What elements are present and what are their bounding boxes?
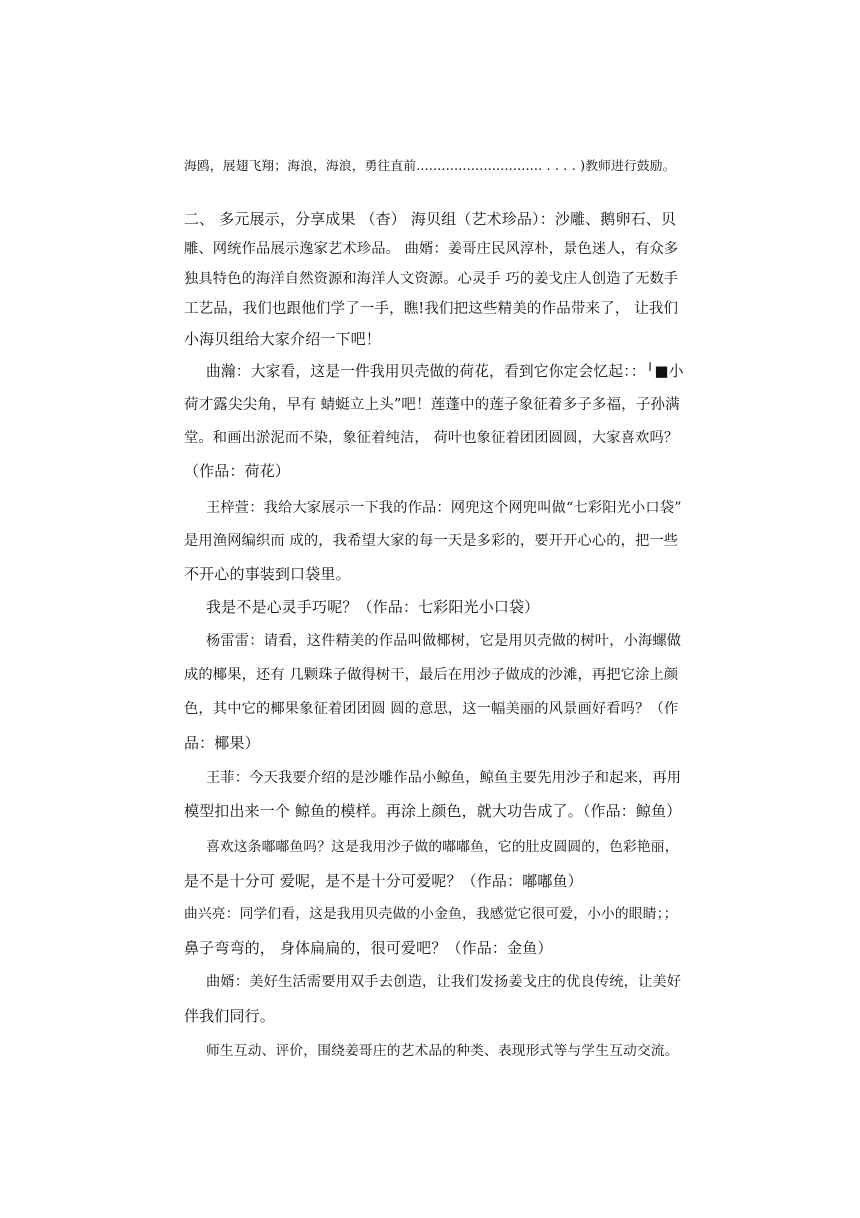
para-section-two-line-4: 工艺品，我们也跟他们学了一手，瞧!我们把这些精美的作品带来了， 让我们 [184, 301, 679, 317]
para-net-bag-line-1: 王梓萱：我给大家展示一下我的作品：网兜这个网兜叫做“七彩阳光小口袋” [206, 500, 682, 516]
para-closing-line-1: 曲婿：美好生活需要用双手去创造，让我们发扬姜戈庄的优良传统，让美好 [206, 974, 682, 990]
para-coconut-line-2: 成的椰果，还有 几颗珠子做得树干，最后在用沙子做成的沙滩，再把它涂上颜 [184, 667, 679, 683]
para-closing-line-2: 伴我们同行。 [184, 1007, 275, 1025]
para-goldfish-line-1: 曲兴亮：同学们看，这是我用贝壳做的小金鱼，我感觉它很可爱，小小的眼睛；； [184, 906, 678, 922]
para-section-two-line-5: 小海贝组给大家介绍一下吧！ [184, 330, 381, 348]
para-section-two-line-3: 独具特色的海洋自然资源和海洋人文资源。心灵手 巧的姜戈庄人创造了无数手 [184, 271, 679, 287]
para-coconut-line-4: 品：椰果） [184, 734, 260, 752]
para-net-bag-line-2: 是用渔网编织而 成的，我希望大家的每一天是多彩的，要开开心心的，把一些 [184, 533, 679, 549]
para-interaction-line-1: 师生互动、评价，围绕姜哥庄的艺术品的种类、表现形式等与学生互动交流。 [206, 1043, 679, 1059]
para-whale-line-2: 模型扣出来一个 鲸鱼的模样。再涂上颜色，就大功告成了。（作品：鲸鱼） [184, 802, 682, 820]
para-net-bag-line-3: 不开心的事装到口袋里。 [184, 565, 351, 583]
para-coconut-line-3: 色，其中它的椰果象征着团团圆 圆的意思，这一幅美丽的风景画好看吗？（作 [184, 701, 679, 717]
para-lotus-line-4: （作品：荷花） [184, 462, 291, 480]
para-whale-line-1: 王菲：今天我要介绍的是沙雕作品小鲸鱼，鲸鱼主要先用沙子和起来，再用 [206, 770, 682, 786]
para-lotus-line-1: 曲瀚：大家看，这是一件我用贝壳做的荷花，看到它你定会忆起：：╵■小 [206, 363, 684, 380]
para-dudu-fish-line-2: 是不是十分可 爱呢，是不是十分可爱呢？（作品：嘟嘟鱼） [184, 872, 583, 890]
para-net-bag-end-line-1: 我是不是心灵手巧呢？（作品：七彩阳光小口袋） [206, 598, 540, 616]
para-lotus-line-2: 荷才露尖尖角，早有 蜻蜓立上头”吧！莲蓬中的莲子象征着多子多福，子孙满 [184, 397, 680, 413]
para-encourage-line-1: 海鸥，展翅飞翔；海浪，海浪，勇往直前.............................. . . . . )教师进行鼓励。 [184, 159, 676, 174]
para-goldfish-line-2: 鼻子弯弯的， 身体扁扁的，很可爱吧？（作品：金鱼） [184, 939, 553, 957]
para-section-two-line-2: 雕、网统作品展示逸家艺术珍品。 曲婿：姜哥庄民风淳朴，景色迷人，有众多 [184, 241, 679, 257]
para-coconut-line-1: 杨雷雷：请看，这件精美的作品叫做椰树，它是用贝壳做的树叶，小海螺做 [206, 633, 682, 649]
para-dudu-fish-line-1: 喜欢这条嘟嘟鱼吗？这是我用沙子做的嘟嘟鱼，它的肚皮圆圆的，色彩艳丽， [206, 839, 679, 855]
para-lotus-line-3: 堂。和画出淤泥而不染，象征着纯洁， 荷叶也象征着团团圆圆，大家喜欢吗？ [184, 430, 679, 446]
para-section-two-line-1: 二、 多元展示，分享成果 （杳） 海贝组（艺术珍品）：沙雕、鹅卵石、贝 [184, 210, 677, 228]
